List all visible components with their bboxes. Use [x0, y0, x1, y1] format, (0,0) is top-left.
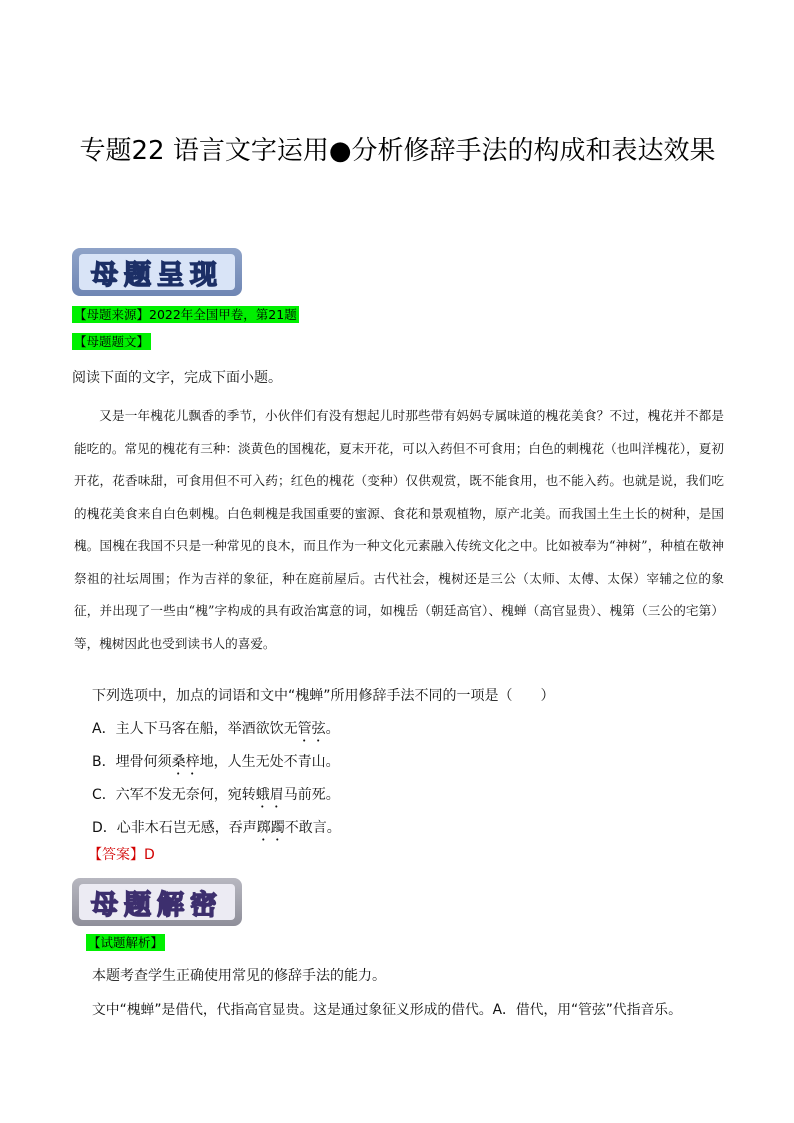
banner-label-2: 母题解密 — [79, 884, 235, 920]
option-d-pre: D．心非木石岂无感，吞声 — [92, 820, 257, 836]
option-a-post: 。 — [325, 721, 340, 737]
option-d — [92, 818, 341, 844]
banner-topic-presentation — [72, 248, 242, 296]
option-a-dotted: 管弦 — [297, 721, 326, 737]
option-a — [92, 719, 340, 745]
page-title: 专题22 语言文字运用●分析修辞手法的构成和表达效果 — [79, 136, 716, 166]
option-b-pre: B．埋骨何须 — [92, 754, 172, 770]
option-b-dotted: 桑梓 — [171, 754, 200, 770]
option-c-pre: C．六军不发无奈何，宛转 — [92, 787, 256, 803]
analysis-tag: 【试题解析】 — [88, 935, 164, 950]
answer — [88, 844, 155, 864]
source-tag: 【母题来源】2022年全国甲卷，第21题 — [74, 307, 297, 322]
option-c-dotted: 蛾眉 — [255, 787, 284, 803]
analysis-line-1: 本题考查学生正确使用常见的修辞手法的能力。 — [92, 968, 386, 984]
option-b — [92, 752, 340, 778]
reading-instruction: 阅读下面的文字，完成下面小题。 — [72, 370, 282, 386]
option-a-pre: A．主人下马客在船，举酒欲饮无 — [92, 721, 298, 737]
option-d-post: 不敢言。 — [284, 820, 341, 836]
banner-label: 母题呈现 — [79, 254, 235, 290]
option-d-dotted: 踯躅 — [256, 820, 285, 836]
question-text-tag: 【母题题文】 — [74, 334, 150, 349]
question-stem: 下列选项中，加点的词语和文中“槐蝉”所用修辞手法不同的一项是（ ） — [92, 688, 555, 704]
answer-value: D — [144, 847, 155, 863]
reading-passage: 又是一年槐花儿飘香的季节，小伙伴们有没有想起儿时那些带有妈妈专属味道的槐花美食？不过，槐花并不都是能吃的。常见的槐花有三种：淡黄色的国槐花，夏末开花，可以入药但不可食用；白色的刺槐花（也叫洋槐花），夏初开花，花香味甜，可食用但不可入药；红色的槐花（变种）仅供观赏，既不能食用，也不能入药。也就是说，我们吃的槐花美食来自白色刺槐。白色刺槐是我国重要的蜜源、食花和景观植物，原产北美。而我国土生土长的树种，是国槐。国槐在我国不只是一种常见的良木，而且作为一种文化元素融入传统文化之中。比如被奉为“神树”，种植在敬神祭祖的社坛周围；作为吉祥的象征，种在庭前屋后。古代社会，槐树还是三公（太师、太傅、太保）宰辅之位的象征，并出现了一些由“槐”字构成的具有政治寓意的词，如槐岳（朝廷高官）、槐蝉（高官显贵）、槐第（三公的宅第）等，槐树因此也受到读书人的喜爱。 — [74, 408, 724, 651]
option-c-post: 马前死。 — [283, 787, 340, 803]
answer-label: 【答案】 — [88, 847, 144, 863]
analysis-line-2: 文中“槐蝉”是借代，代指高官显贵。这是通过象征义形成的借代。A．借代，用“管弦”代指音乐。 — [92, 1002, 682, 1018]
option-c — [92, 785, 340, 811]
option-b-post: 地，人生无处不青山。 — [199, 754, 340, 770]
banner-topic-decode — [72, 878, 242, 926]
